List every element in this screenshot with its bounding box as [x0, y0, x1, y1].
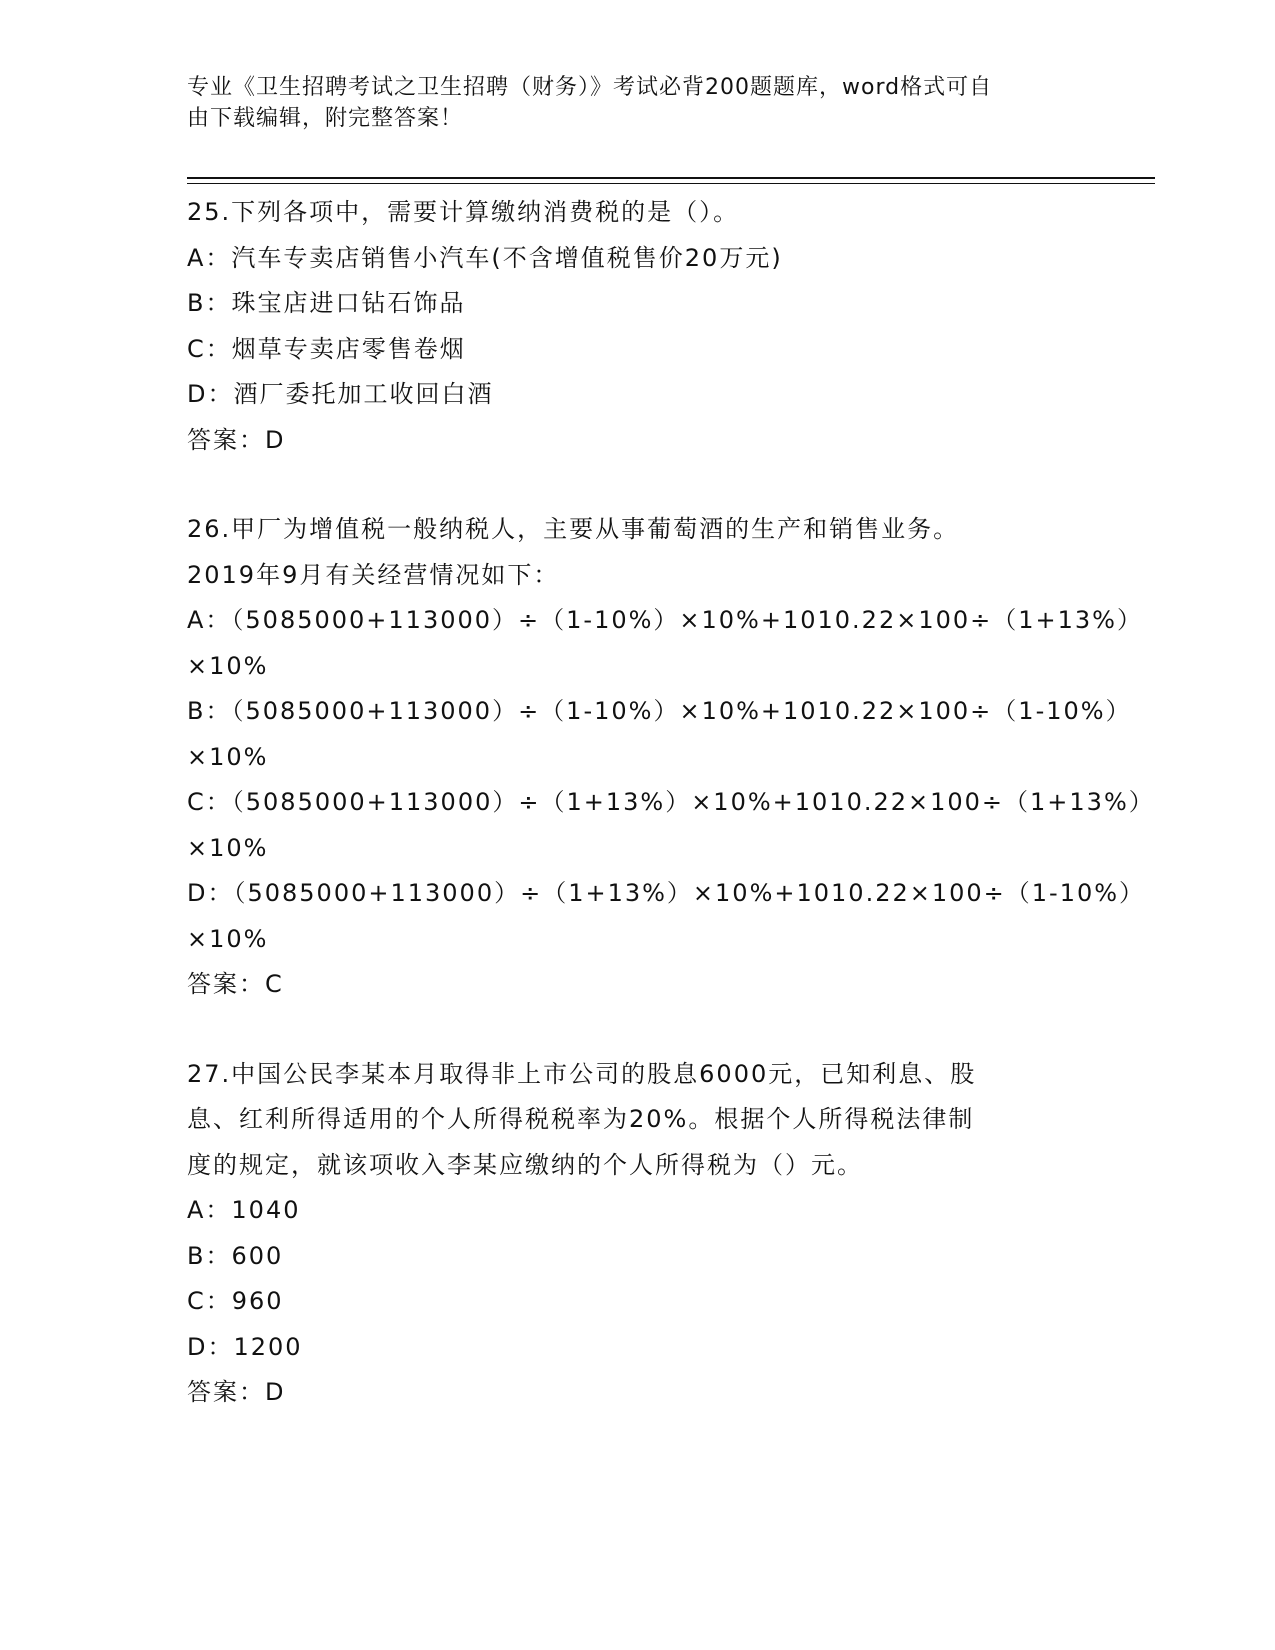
option-b: B：（5085000+113000）÷（1-10%）×10%+1010.22×100÷（1-10%） — [187, 697, 1132, 725]
question-stem: 25.下列各项中，需要计算缴纳消费税的是（）。 — [187, 198, 740, 226]
option-c: C：烟草专卖店零售卷烟 — [187, 334, 466, 363]
question-stem-line-2: 2019年9月有关经营情况如下： — [187, 560, 560, 589]
question-stem-line-1: 27.中国公民李某本月取得非上市公司的股息6000元，已知利息、股 — [187, 1059, 977, 1088]
option-a-continued: ×10% — [187, 651, 269, 680]
option-b-continued: ×10% — [187, 742, 269, 771]
option-d: D：1200 — [187, 1332, 303, 1361]
question-stem-line-1: 26.甲厂为增值税一般纳税人，主要从事葡萄酒的生产和销售业务。 — [187, 515, 960, 543]
question-27 — [187, 1052, 1087, 1416]
option-d: D：（5085000+113000）÷（1+13%）×10%+1010.22×100÷（1-10%） — [187, 879, 1146, 907]
option-a: A：汽车专卖店销售小汽车(不含增值税售价20万元) — [187, 243, 783, 272]
spacer — [187, 1008, 1087, 1052]
answer-line: 答案：C — [187, 970, 284, 998]
option-a: A：（5085000+113000）÷（1-10%）×10%+1010.22×100÷（1+13%） — [187, 606, 1143, 634]
option-a: A：1040 — [187, 1196, 301, 1224]
answer-line: 答案：D — [187, 1378, 286, 1406]
question-stem-line-3: 度的规定，就该项收入李某应缴纳的个人所得税为（）元。 — [187, 1150, 863, 1179]
question-stem-line-2: 息、红利所得适用的个人所得税税率为20%。根据个人所得税法律制 — [187, 1105, 975, 1133]
header-line-2: 由下载编辑，附完整答案！ — [187, 106, 464, 131]
option-d-continued: ×10% — [187, 924, 269, 953]
question-25 — [187, 190, 1087, 463]
option-b: B：600 — [187, 1241, 284, 1270]
option-c: C：960 — [187, 1287, 284, 1315]
header-divider-thin — [187, 183, 1155, 184]
option-b: B：珠宝店进口钻石饰品 — [187, 289, 466, 317]
question-list — [187, 190, 1155, 1416]
question-26 — [187, 507, 1155, 1008]
option-c-continued: ×10% — [187, 833, 269, 862]
document-header — [187, 72, 1067, 134]
option-c: C：（5085000+113000）÷（1+13%）×10%+1010.22×100÷（1+13%） — [187, 788, 1155, 816]
header-divider-thick — [187, 177, 1155, 179]
header-line-1: 专业《卫生招聘考试之卫生招聘（财务）》考试必背200题题库，word格式可自 — [187, 75, 993, 100]
answer-line: 答案：D — [187, 425, 286, 454]
spacer — [187, 463, 1087, 507]
option-d: D：酒厂委托加工收回白酒 — [187, 380, 494, 408]
